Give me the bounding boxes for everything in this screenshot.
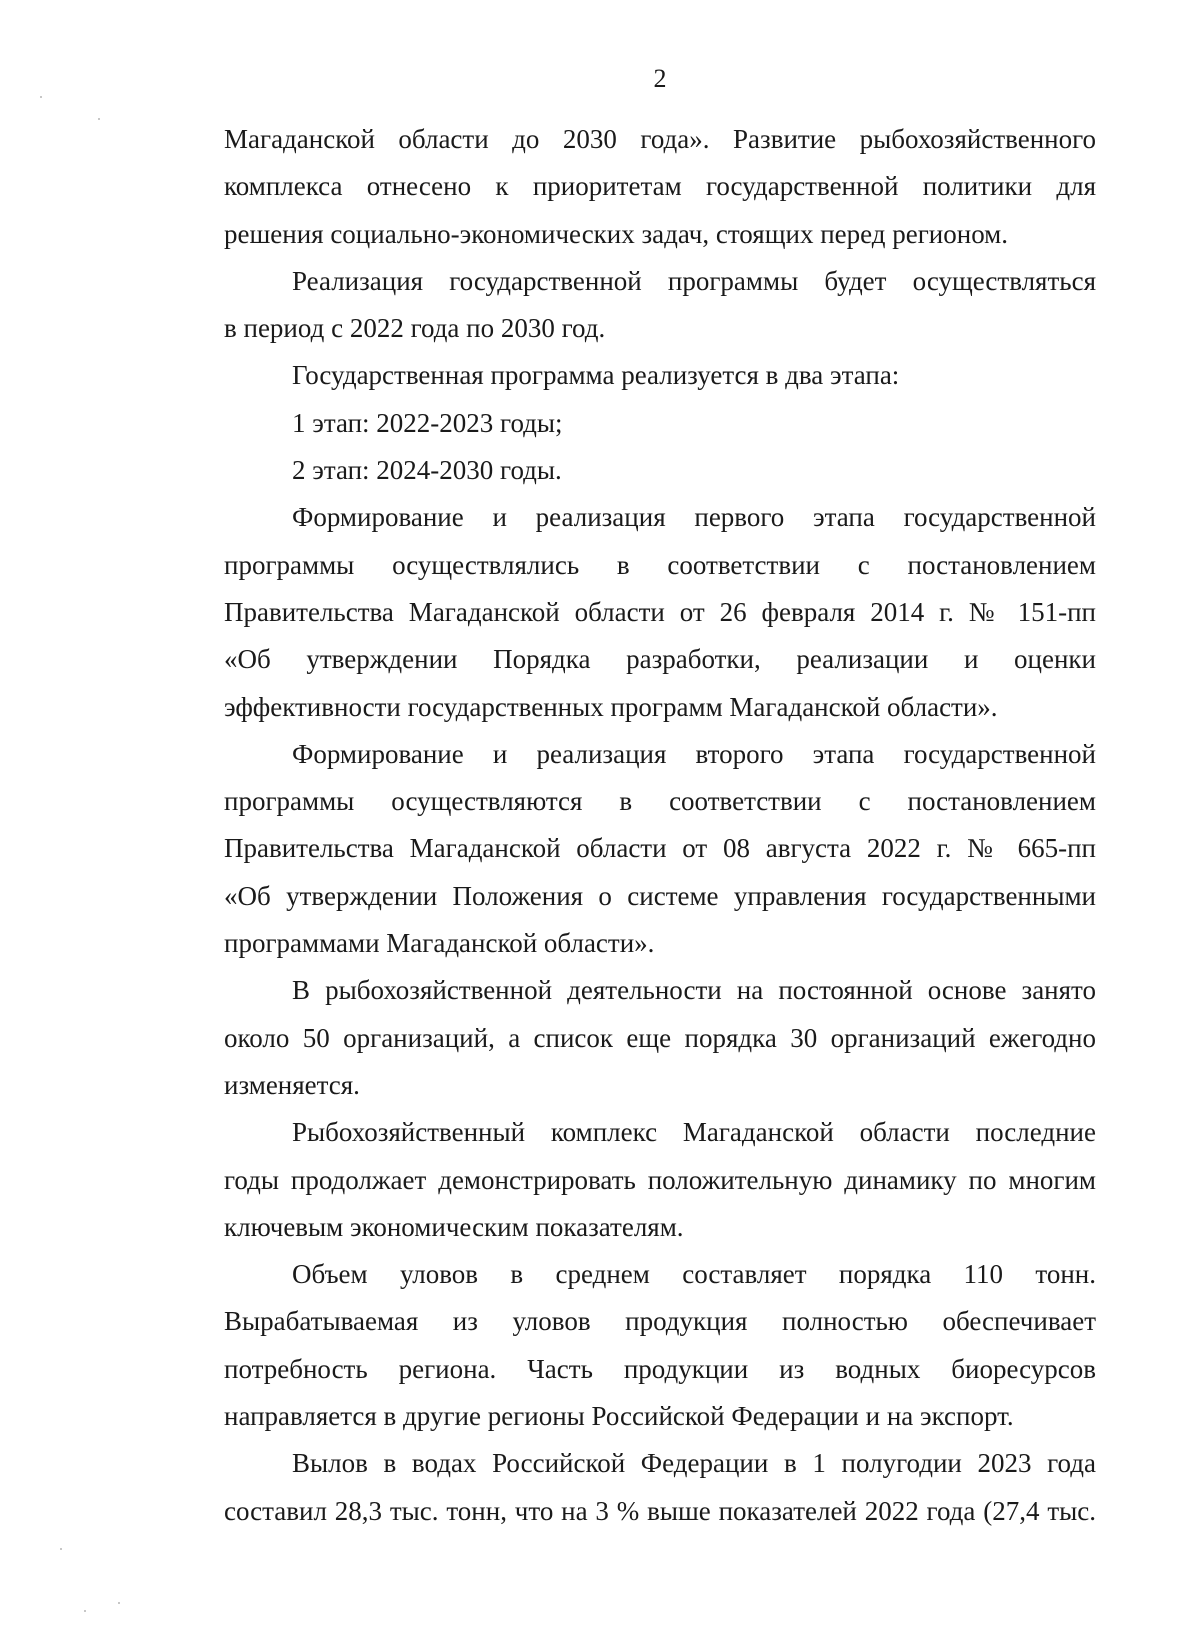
text-line: Объем уловов в среднем составляет порядка 110 тонн. — [292, 1259, 1096, 1290]
text-line: решения социально-экономических задач, стоящих перед регионом. — [224, 218, 1009, 249]
text-line: программы осуществлялись в соответствии с постановлением — [224, 549, 1096, 580]
scan-speck — [84, 1610, 86, 1612]
text-line: программы осуществляются в соответствии с постановлением — [224, 786, 1096, 817]
text-line: около 50 организаций, а список еще порядка 30 организаций ежегодно — [224, 1022, 1096, 1053]
text-line: 2 этап: 2024-2030 годы. — [292, 455, 562, 486]
text-line: Формирование и реализация первого этапа государственной — [292, 502, 1096, 533]
text-line: Магаданской области до 2030 года». Развитие рыбохозяйственного — [224, 124, 1096, 154]
text-line: программами Магаданской области». — [224, 928, 655, 959]
text-line: Формирование и реализация второго этапа государственной — [292, 738, 1096, 769]
scan-speck — [118, 1602, 120, 1604]
text-line: в период с 2022 года по 2030 год. — [224, 313, 606, 344]
text-line: комплекса отнесено к приоритетам государственной политики для — [224, 171, 1096, 202]
text-line: Реализация государственной программы будет осуществляться — [292, 265, 1096, 296]
scan-speck — [40, 96, 42, 98]
body-text — [224, 116, 1096, 1535]
text-line: «Об утверждении Порядка разработки, реализации и оценки — [224, 644, 1096, 675]
text-line: ключевым экономическим показателям. — [224, 1211, 684, 1242]
text-line: изменяется. — [224, 1069, 360, 1100]
scan-speck — [98, 118, 100, 120]
text-line: Правительства Магаданской области от 26 февраля 2014 г. № 151-пп — [224, 596, 1096, 627]
text-line: направляется в другие регионы Российской Федерации и на экспорт. — [224, 1401, 1014, 1432]
scan-speck — [60, 1548, 62, 1550]
text-line: Рыбохозяйственный комплекс Магаданской области последние — [292, 1117, 1096, 1148]
text-line: потребность региона. Часть продукции из водных биоресурсов — [224, 1353, 1096, 1384]
text-line: «Об утверждении Положения о системе управления государственными — [224, 880, 1096, 911]
text-line: годы продолжает демонстрировать положительную динамику по многим — [224, 1164, 1096, 1195]
text-line: Правительства Магаданской области от 08 августа 2022 г. № 665-пп — [224, 833, 1096, 864]
text-line: составил 28,3 тыс. тонн, что на 3 % выше показателей 2022 года (27,4 тыс. — [224, 1495, 1096, 1526]
text-line: 1 этап: 2022-2023 годы; — [292, 407, 563, 438]
text-line: Государственная программа реализуется в два этапа: — [292, 360, 900, 391]
text-line: Вылов в водах Российской Федерации в 1 полугодии 2023 года — [292, 1448, 1096, 1479]
text-line: Вырабатываемая из уловов продукция полностью обеспечивает — [224, 1306, 1096, 1337]
text-line: эффективности государственных программ Магаданской области». — [224, 691, 998, 722]
page-number: 2 — [653, 64, 667, 93]
text-line: В рыбохозяйственной деятельности на постоянной основе занято — [292, 975, 1096, 1006]
